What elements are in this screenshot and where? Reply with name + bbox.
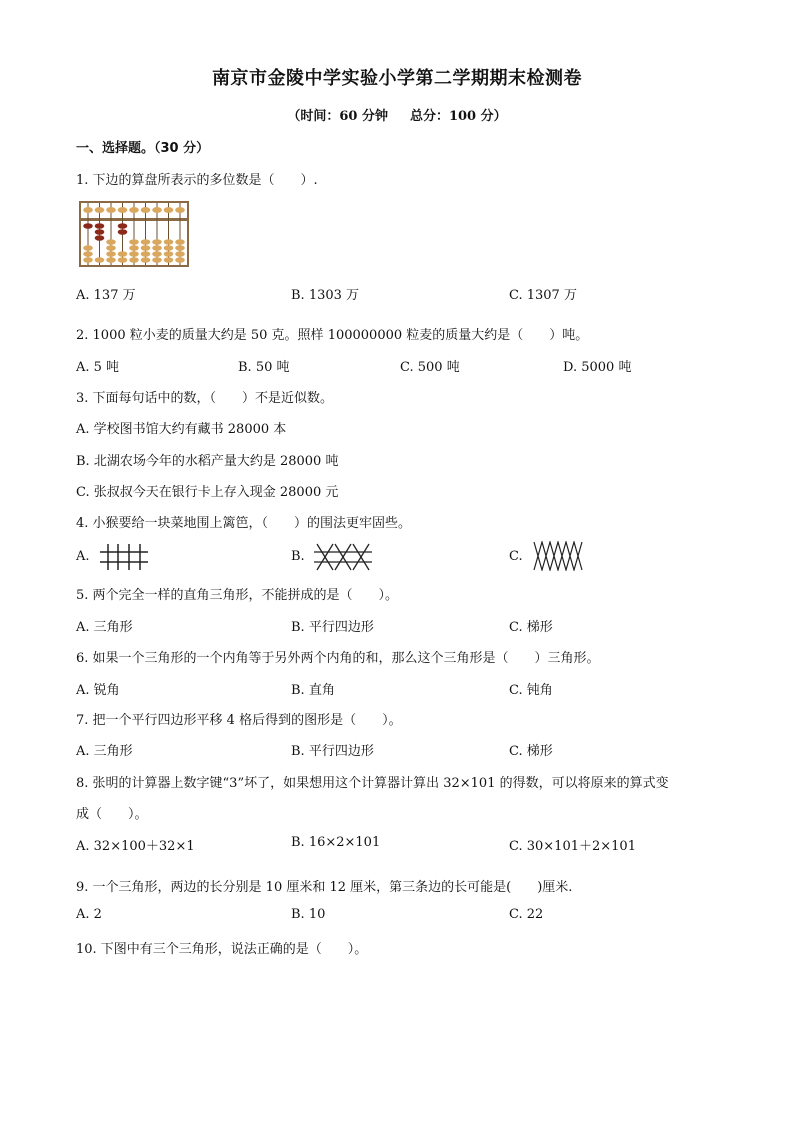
- question-4-option-b[interactable]: B.: [291, 549, 305, 564]
- question-6-option-b[interactable]: B. 直角: [291, 683, 335, 698]
- question-9-option-a[interactable]: A. 2: [76, 907, 102, 922]
- question-10-stem: 10. 下图中有三个三角形，说法正确的是（ ）。: [76, 942, 368, 957]
- page-title: 南京市金陵中学实验小学第二学期期末检测卷: [212, 68, 582, 89]
- question-5-stem: 5. 两个完全一样的直角三角形，不能拼成的是（ ）。: [76, 588, 399, 603]
- question-7-stem: 7. 把一个平行四边形平移 4 格后得到的图形是（ ）。: [76, 713, 402, 728]
- grid-fence-icon: [98, 543, 150, 571]
- question-8-option-b[interactable]: B. 16×2×101: [291, 835, 381, 850]
- question-7-option-c[interactable]: C. 梯形: [509, 744, 553, 759]
- question-4-option-c[interactable]: C.: [509, 549, 523, 564]
- question-6-option-a[interactable]: A. 锐角: [76, 683, 120, 698]
- abacus-image: [78, 200, 190, 268]
- question-9-option-b[interactable]: B. 10: [291, 907, 326, 922]
- question-5-option-c[interactable]: C. 梯形: [509, 620, 553, 635]
- question-9-stem: 9. 一个三角形，两边的长分别是 10 厘米和 12 厘米，第三条边的长可能是( )厘米.: [76, 880, 573, 895]
- diagonal-fence-icon: [313, 543, 373, 571]
- question-2-option-b[interactable]: B. 50 吨: [238, 360, 290, 375]
- question-1-option-a[interactable]: A. 137 万: [76, 288, 136, 303]
- question-3-option-a[interactable]: A. 学校图书馆大约有藏书 28000 本: [76, 422, 287, 437]
- question-7-option-b[interactable]: B. 平行四边形: [291, 744, 374, 759]
- question-2-option-d[interactable]: D. 5000 吨: [563, 360, 632, 375]
- question-8-option-c[interactable]: C. 30×101＋2×101: [509, 839, 636, 854]
- section-title: 一、选择题。（30 分）: [76, 141, 210, 156]
- question-8-stem-continued: 成（ ）。: [76, 807, 148, 822]
- question-2-option-a[interactable]: A. 5 吨: [76, 360, 120, 375]
- question-7-option-a[interactable]: A. 三角形: [76, 744, 133, 759]
- question-9-option-c[interactable]: C. 22: [509, 907, 544, 922]
- question-6-option-c[interactable]: C. 钝角: [509, 683, 553, 698]
- exam-info: [0, 105, 794, 124]
- question-5-option-a[interactable]: A. 三角形: [76, 620, 133, 635]
- zigzag-fence-icon: [533, 541, 583, 571]
- exam-score: 总分：100 分）: [409, 109, 507, 124]
- question-4-option-a[interactable]: A.: [76, 549, 90, 564]
- question-3-option-b[interactable]: B. 北湖农场今年的水稻产量大约是 28000 吨: [76, 454, 339, 469]
- question-3-option-c[interactable]: C. 张叔叔今天在银行卡上存入现金 28000 元: [76, 485, 339, 500]
- question-4-stem: 4. 小猴要给一块菜地围上篱笆，（ ）的围法更牢固些。: [76, 516, 412, 531]
- question-2-option-c[interactable]: C. 500 吨: [400, 360, 460, 375]
- question-6-stem: 6. 如果一个三角形的一个内角等于另外两个内角的和，那么这个三角形是（ ）三角形。: [76, 651, 600, 666]
- exam-time: （时间：60 分钟: [287, 109, 388, 124]
- question-8-stem: 8. 张明的计算器上数字键“3”坏了，如果想用这个计算器计算出 32×101 的得数，可以将原来的算式变: [76, 776, 669, 791]
- question-8-option-a[interactable]: A. 32×100＋32×1: [76, 839, 195, 854]
- question-5-option-b[interactable]: B. 平行四边形: [291, 620, 374, 635]
- question-1-option-b[interactable]: B. 1303 万: [291, 288, 360, 303]
- question-1-stem: 1. 下边的算盘所表示的多位数是（ ）.: [76, 173, 318, 188]
- question-3-stem: 3. 下面每句话中的数，（ ）不是近似数。: [76, 391, 334, 406]
- question-2-stem: 2. 1000 粒小麦的质量大约是 50 克。照样 100000000 粒麦的质量大约是（ ）吨。: [76, 328, 589, 343]
- question-1-option-c[interactable]: C. 1307 万: [509, 288, 577, 303]
